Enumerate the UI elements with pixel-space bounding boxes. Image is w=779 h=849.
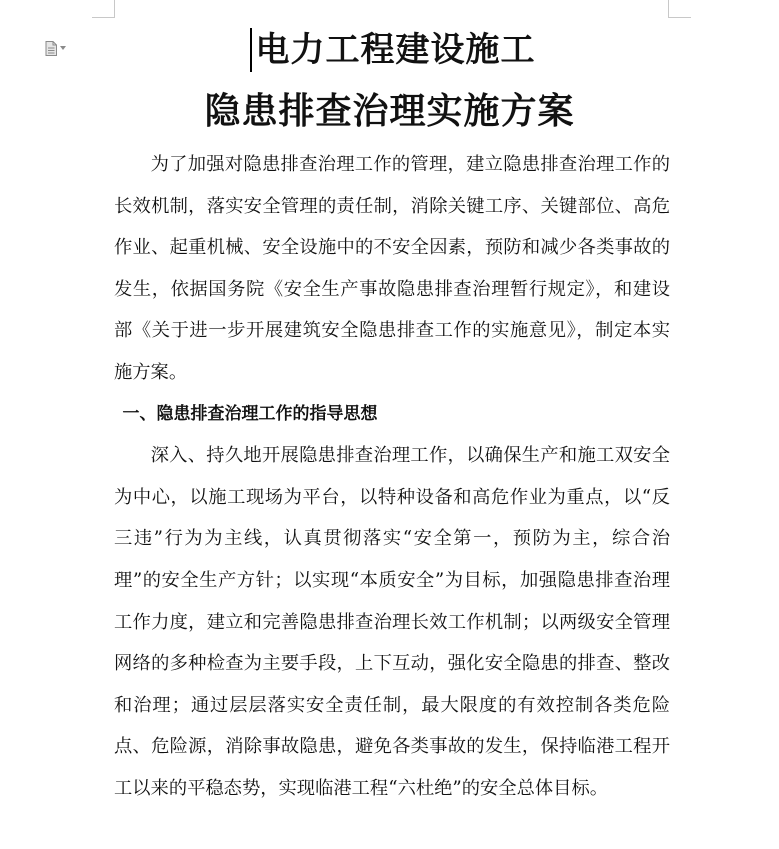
document-title-line-1[interactable]: 电力工程建设施工 — [255, 30, 536, 70]
document-title-line-2[interactable]: 隐患排查治理实施方案 — [204, 90, 575, 132]
section-heading[interactable]: 一、隐患排查治理工作的指导思想 — [122, 403, 378, 424]
page-margin-mark-top-right — [668, 0, 691, 18]
page-margin-mark-top-left — [92, 0, 115, 18]
document-body[interactable] — [114, 144, 670, 810]
section-paragraph[interactable]: 深入、持久地开展隐患排查治理工作，以确保生产和施工双安全为中心，以施工现场为平台，以特种设备和高危作业为重点，以“反三违”行为为主线，认真贯彻落实“安全第一，预防为主，综合治理”的安全生产方针；以实现“本质安全”为目标，加强隐患排查治理工作力度，建立和完善隐患排查治理长效工作机制；以两级安全管理网络的多种检查为主要手段，上下互动，强化安全隐患的排查、整改和治理；通过层层落实安全责任制，最大限度的有效控制各类危险点、危险源，消除事故隐患，避免各类事故的发生，保持临港工程开工以来的平稳态势，实现临港工程“六杜绝”的安全总体目标。 — [114, 445, 670, 799]
intro-paragraph[interactable]: 为了加强对隐患排查治理工作的管理，建立隐患排查治理工作的长效机制，落实安全管理的责任制，消除关键工序、关键部位、高危作业、起重机械、安全设施中的不安全因素，预防和减少各类事故的发生，依据国务院《安全生产事故隐患排查治理暂行规定》，和建设部《关于进一步开展建筑安全隐患排查工作的实施意见》，制定本实施方案。 — [114, 154, 670, 383]
